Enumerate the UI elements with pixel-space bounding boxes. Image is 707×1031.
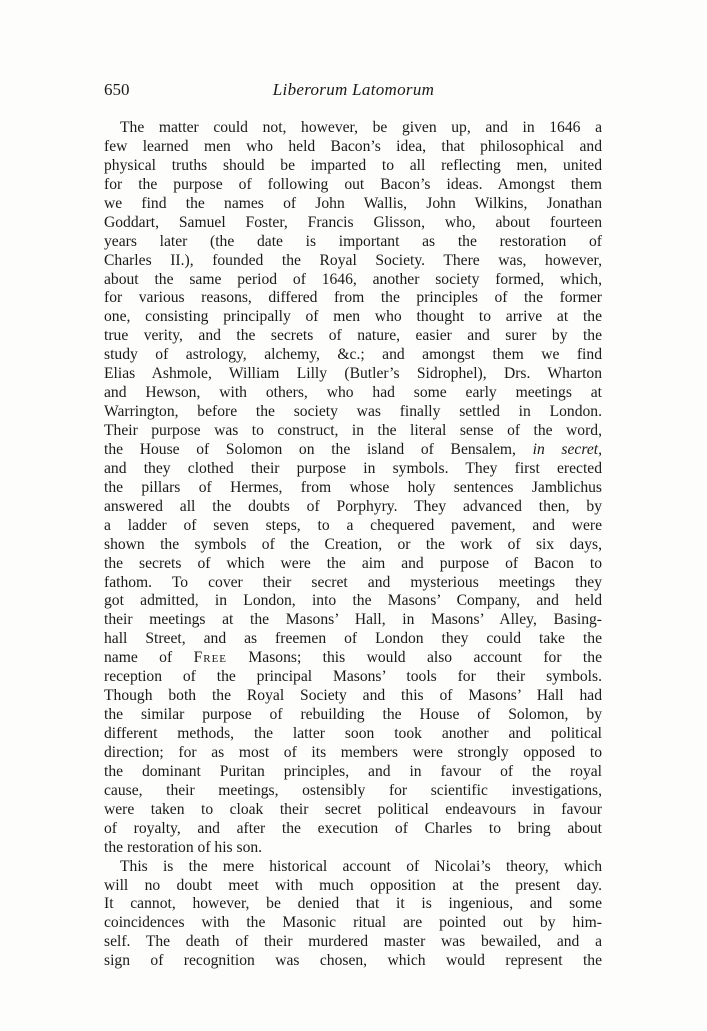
text-line: Warrington, before the society was finally settled in London.: [104, 403, 602, 421]
text-line: were taken to cloak their secret political endeavours in favour: [104, 800, 602, 818]
page-number: 650: [104, 80, 130, 99]
text-line: got admitted, in London, into the Masons’ Company, and held: [104, 592, 602, 610]
text-line: about the same period of 1646, another society formed, which,: [104, 270, 602, 288]
text-line: and they clothed their purpose in symbols. They first erected: [104, 459, 602, 477]
running-title: Liberorum Latomorum: [272, 80, 435, 99]
text-line: Their purpose was to construct, in the literal sense of the word,: [104, 422, 602, 439]
text-line: cause, their meetings, ostensibly for scientific investigations,: [104, 781, 602, 799]
text-line: shown the symbols of the Creation, or the work of six days,: [104, 535, 602, 553]
text-line: reception of the principal Masons’ tools for their symbols.: [104, 668, 602, 686]
text-line: a ladder of seven steps, to a chequered pavement, and were: [104, 516, 602, 534]
text-line: different methods, the latter soon took another and political: [104, 725, 602, 742]
text-line: years later (the date is important as the restoration of: [104, 232, 602, 250]
text-line: for the purpose of following out Bacon’s ideas. Amongst them: [104, 175, 602, 193]
text-line: the secrets of which were the aim and purpose of Bacon to: [104, 554, 602, 572]
text-line: for various reasons, differed from the principles of the former: [104, 289, 602, 307]
running-head: [104, 80, 603, 102]
small-caps-text: Free: [193, 649, 228, 667]
text-line: we find the names of John Wallis, John Wilkins, Jonathan: [104, 194, 602, 212]
text-line: physical truths should be imparted to all reflecting men, united: [104, 156, 602, 174]
text-line: The matter could not, however, be given up, and in 1646 a: [120, 119, 602, 136]
text-line: [104, 649, 602, 668]
paragraph-2: [104, 858, 602, 972]
text-run: name of: [104, 649, 173, 667]
text-line: their meetings at the Masons’ Hall, in Masons’ Alley, Basing-: [104, 611, 602, 629]
text-line: sign of recognition was chosen, which would represent the: [104, 952, 602, 970]
text-line: true verity, and the secrets of nature, easier and surer by the: [104, 327, 602, 345]
text-line: This is the mere historical account of Nicolai’s theory, which: [120, 857, 602, 875]
text-line: [104, 441, 602, 460]
text-line: self. The death of their murdered master was bewailed, and a: [104, 933, 602, 951]
text-line: few learned men who held Bacon’s idea, that philosophical and: [104, 137, 602, 155]
text-line: Goddart, Samuel Foster, Francis Glisson, who, about fourteen: [104, 213, 602, 231]
text-line: Elias Ashmole, William Lilly (Butler’s Sidrophel), Drs. Wharton: [104, 365, 602, 383]
text-run: the House of Solomon on the island of Bensalem,: [104, 440, 516, 458]
text-line: coincidences with the Masonic ritual are pointed out by him-: [104, 914, 602, 932]
italic-text: in secret,: [532, 440, 602, 458]
text-line: Charles II.), founded the Royal Society. There was, however,: [104, 251, 602, 269]
text-line: one, consisting principally of men who thought to arrive at the: [104, 308, 602, 326]
text-line: the dominant Puritan principles, and in favour of the royal: [104, 762, 602, 780]
text-line: study of astrology, alchemy, &c.; and amongst them we find: [104, 346, 602, 364]
paragraph-1: [104, 119, 602, 858]
text-line: will no doubt meet with much opposition at the present day.: [104, 876, 602, 894]
text-line: It cannot, however, be denied that it is ingenious, and some: [104, 895, 602, 913]
text-line: and Hewson, with others, who had some early meetings at: [104, 384, 602, 402]
text-line: hall Street, and as freemen of London they could take the: [104, 630, 602, 648]
text-line: direction; for as most of its members were strongly opposed to: [104, 743, 602, 761]
text-line: the restoration of his son.: [104, 838, 263, 856]
text-line: Though both the Royal Society and this of Masons’ Hall had: [104, 687, 602, 705]
body-text: [104, 119, 602, 971]
text-line: the pillars of Hermes, from whose holy sentences Jamblichus: [104, 478, 602, 496]
text-run: Masons; this would also account for the: [248, 649, 602, 667]
text-line: fathom. To cover their secret and mysterious meetings they: [104, 573, 602, 591]
text-line: of royalty, and after the execution of Charles to bring about: [104, 819, 602, 837]
text-line: answered all the doubts of Porphyry. They advanced then, by: [104, 497, 602, 515]
text-line: the similar purpose of rebuilding the House of Solomon, by: [104, 706, 602, 724]
